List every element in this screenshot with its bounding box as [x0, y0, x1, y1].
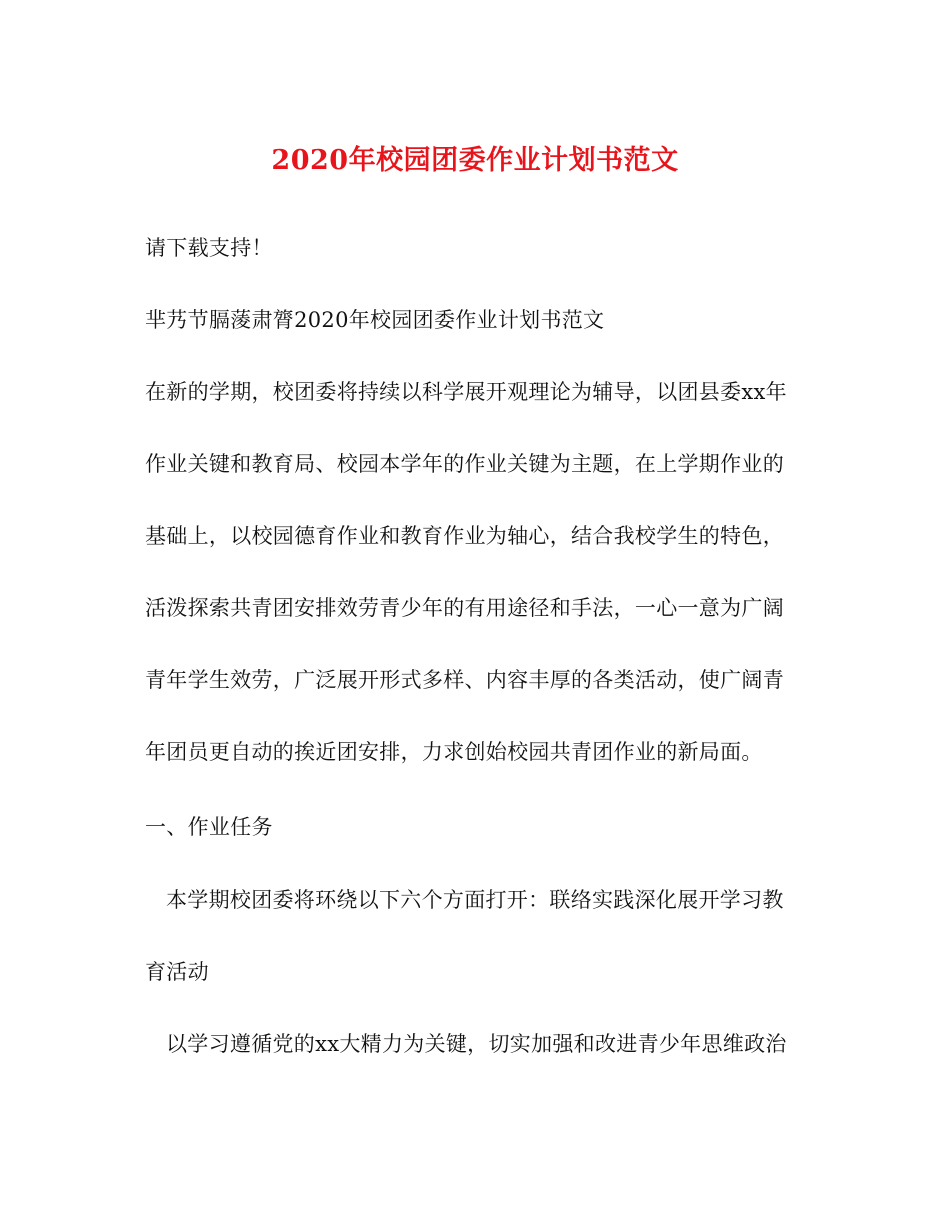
paragraph-line: 以学习遵循党的xx大精力为关键，切实加强和改进青少年思维政治 [166, 1032, 787, 1056]
paragraph-line: 基础上，以校园德育作业和教育作业为轴心，结合我校学生的特色， [145, 524, 784, 548]
paragraph-line: 本学期校团委将环绕以下六个方面打开：联络实践深化展开学习教 [166, 888, 784, 912]
paragraph-line: 育活动 [145, 960, 209, 984]
paragraph-line: 活泼探索共青团安排效劳青少年的有用途径和手法，一心一意为广阔 [145, 596, 784, 620]
paragraph-line: 青年学生效劳，广泛展开形式多样、内容丰厚的各类活动，使广阔青 [145, 668, 784, 692]
section-heading: 一、作业任务 [145, 815, 273, 839]
paragraph-line: 作业关键和教育局、校园本学年的作业关键为主题，在上学期作业的 [145, 452, 784, 476]
paragraph-line: 请下载支持！ [145, 236, 273, 260]
paragraph-line: 在新的学期，校团委将持续以科学展开观理论为辅导，以团县委xx年 [145, 380, 787, 404]
document-title: 2020年校园团委作业计划书范文 [271, 145, 679, 176]
paragraph-line: 芈艿节膈蔆肃膂2020年校园团委作业计划书范文 [145, 308, 605, 332]
paragraph-line: 年团员更自动的挨近团安排，力求创始校园共青团作业的新局面。 [145, 740, 763, 764]
